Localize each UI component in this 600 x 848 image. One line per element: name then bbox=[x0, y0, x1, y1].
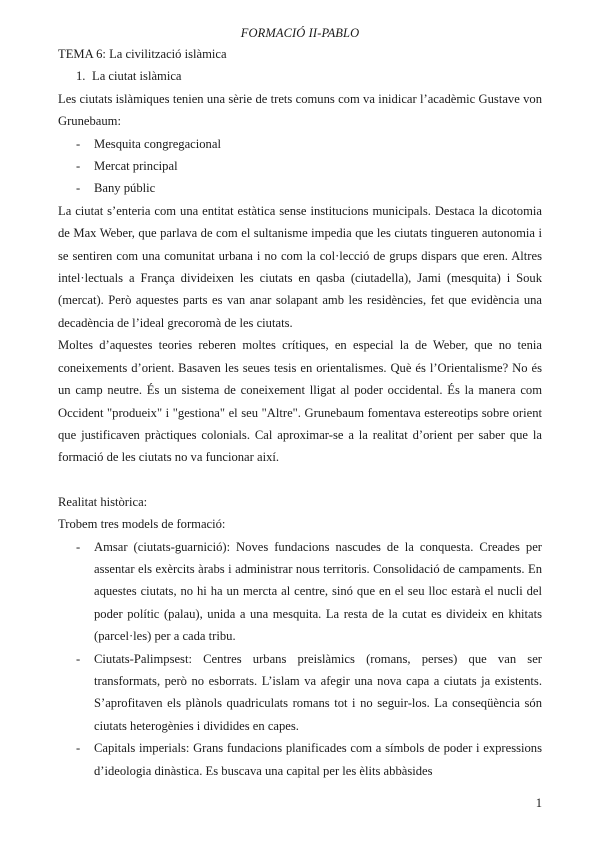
paragraph: Moltes d’aquestes teories reberen moltes crítiques, en especial la de Weber, que no tenia coneixements d’orient. Basaven les seues tesis en orientalismes. Què és l’Orientalisme? No és un camp neutre. És un sistema de coneixement lligat al poder occidental. És la manera com Occident "produeix" i "gestiona" el seu "Altre". Grunebaum fomentava estereotips sobre orient que justificaven pràctiques colonials. Cal aproximar-se a la realitat d’orient per saber que la formació de les ciutats no va funcionar així. bbox=[58, 338, 542, 465]
list-item: - Amsar (ciutats-guarnició): Noves fundacions nascudes de la conquesta. Creades per assentar els exèrcits àrabs i administrar nous territoris. Consolidació de campaments. En aquestes ciutats, no hi ha un mercta al centre, sinó que en el seu lloc estarà el nucli del poder polític (palau), unida a una mesquita. La resta de la cutat es divideix en khitats (parcel·les) per a cada tribu. bbox=[58, 536, 542, 648]
model-text: Capitals imperials: Grans fundacions planificades com a símbols de poder i expressions d’ideologia dinàstica. Es buscava una capital per les èlits abbàsides bbox=[94, 741, 542, 778]
topic-title: TEMA 6: La civilització islàmica bbox=[58, 47, 227, 61]
trait-text: Mesquita congregacional bbox=[94, 136, 221, 151]
list-item: - Capitals imperials: Grans fundacions planificades com a símbols de poder i expressions d’ideologia dinàstica. Es buscava una capital per les èlits abbàsides bbox=[58, 737, 542, 782]
list-item: - Ciutats-Palimpsest: Centres urbans preislàmics (romans, perses) que van ser transformats, però no esborrats. L’islam va afegir una nova capa a ciutats ja existents. S’aprofitaven els plànols quadriculats romans tot i no seguir-los. La conseqüència són ciutats heterogènies i dividides en capes. bbox=[58, 648, 542, 738]
model-text: Amsar (ciutats-guarnició): Noves fundacions nascudes de la conquesta. Creades per assentar els exèrcits àrabs i administrar nous territoris. Consolidació de campaments. En aquestes ciutats, no hi ha un mercta al centre, sinó que en el seu lloc estarà el nucli del poder polític (palau), unida a una mesquita. La resta de la cutat es divideix en khitats (parcel·les) per a cada tribu. bbox=[94, 539, 542, 644]
list-item: - Mercat principal bbox=[58, 155, 542, 177]
section-title: La ciutat islàmica bbox=[92, 69, 182, 84]
section-number: 1. bbox=[76, 69, 86, 84]
page-number: 1 bbox=[535, 796, 542, 810]
model-text: Ciutats-Palimpsest: Centres urbans preislàmics (romans, perses) que van ser transformats, però no esborrats. L’islam va afegir una nova capa a ciutats ja existents. S’aprofitaven els plànols quadriculats romans tot i no seguir-los. La conseqüència són ciutats heterogènies i dividides en capes. bbox=[94, 651, 542, 733]
trait-text: Mercat principal bbox=[94, 159, 178, 174]
trait-text: Bany públic bbox=[94, 181, 156, 196]
list-item: - Mesquita congregacional bbox=[58, 133, 542, 155]
models-intro: Trobem tres models de formació: bbox=[58, 517, 226, 532]
paragraph: La ciutat s’enteria com una entitat estàtica sense institucions municipals. Destaca la dicotomia de Max Weber, que parlava de com el sultanisme impedia que les ciutats tingueren autonomia i se sentiren com una comunitat urbana i no com la col·lecció de grups dispars que eren. Altres intel·lectuals a França divideixen les ciutats en qasba (ciutadella), Jami (mesquita) i Souk (mercat). Però aquestes parts es van anar solapant amb les residències, fet que evidència una decadència de l’ideal grecoromà de les ciutats. bbox=[58, 203, 542, 330]
document-body bbox=[58, 43, 542, 782]
section-heading bbox=[58, 65, 542, 87]
realitat-label: Realitat històrica: bbox=[58, 494, 148, 509]
list-item: - Bany públic bbox=[58, 177, 542, 199]
intro-paragraph: Les ciutats islàmiques tenien una sèrie de trets comuns com va inidicar l’acadèmic Gustave von Grunebaum: bbox=[58, 91, 542, 129]
page-header: FORMACIÓ II-PABLO bbox=[240, 26, 360, 40]
